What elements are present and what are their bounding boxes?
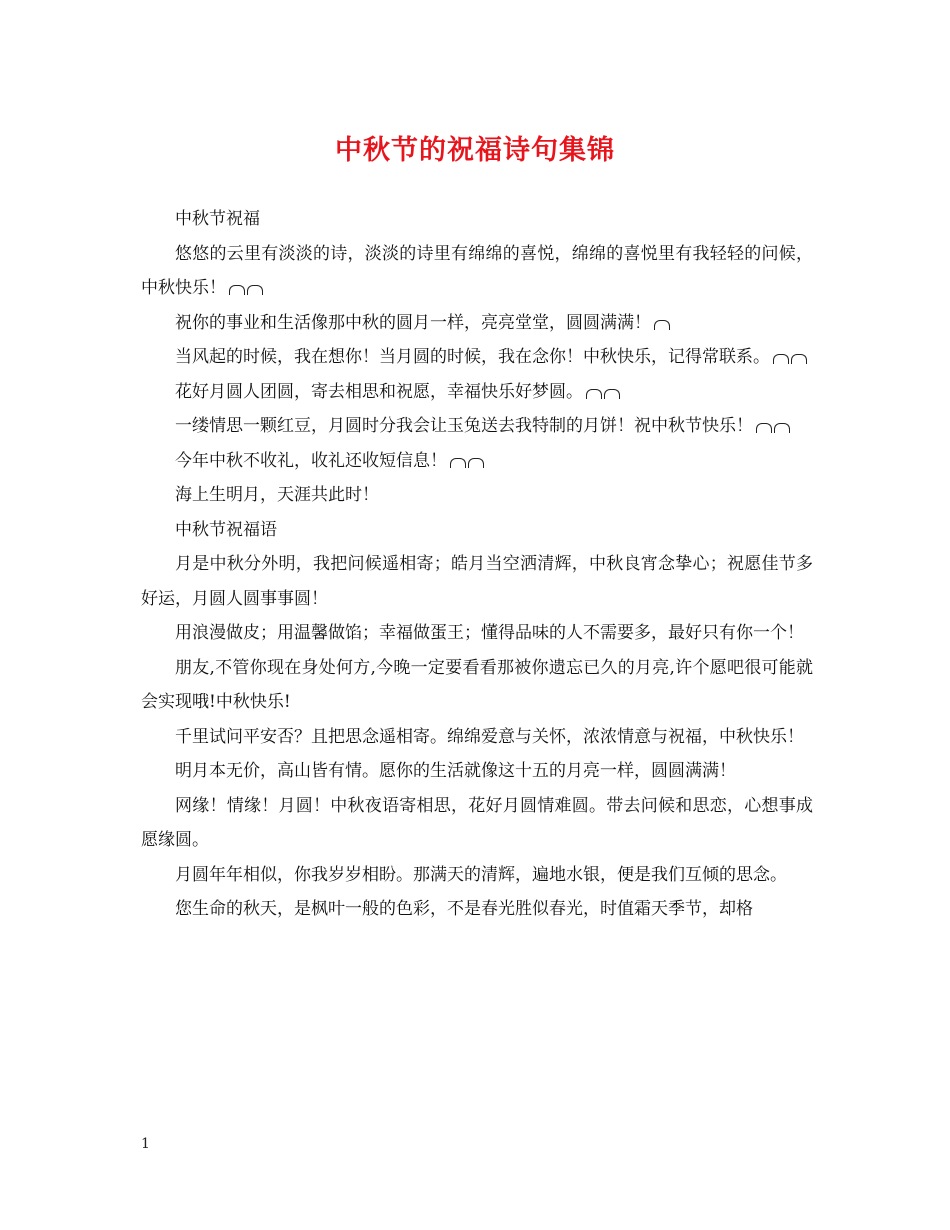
paragraph <box>141 513 813 548</box>
paragraph-text: 祝你的事业和生活像那中秋的圆月一样，亮亮堂堂，圆圆满满！ <box>175 312 651 333</box>
paragraph-text: 当风起的时候，我在想你！当月圆的时候，我在念你！中秋快乐，记得常联系。 <box>175 347 770 367</box>
paragraph <box>141 547 813 616</box>
paragraph <box>141 237 813 306</box>
paragraph <box>141 651 813 720</box>
paragraph-text: 网缘！情缘！月圆！中秋夜语寄相思，花好月圆情难圆。带去问候和思恋，心想事成愿缘圆。 <box>141 795 813 850</box>
arc-mark-icon <box>586 389 602 399</box>
paragraph-text: 今年中秋不收礼，收礼还收短信息！ <box>175 450 447 471</box>
document-body <box>141 202 813 927</box>
paragraph <box>141 444 813 479</box>
page-title: 中秋节的祝福诗句集锦 <box>335 135 615 166</box>
paragraph <box>141 616 813 651</box>
arc-mark-icon <box>229 285 245 295</box>
paragraph-text: 朋友,不管你现在身处何方,今晚一定要看看那被你遗忘已久的月亮,许个愿吧很可能就会实现哦!中秋快乐! <box>141 657 813 712</box>
paragraph-text: 一缕情思一颗红豆，月圆时分我会让玉兔送去我特制的月饼！祝中秋节快乐！ <box>175 416 753 436</box>
paragraph <box>141 754 813 789</box>
paragraph <box>141 720 813 755</box>
paragraph <box>141 789 813 858</box>
arc-mark-icon <box>756 423 772 433</box>
arc-mark-icon <box>604 389 620 399</box>
paragraph <box>141 409 813 444</box>
paragraph-text: 中秋节祝福 <box>175 209 260 229</box>
paragraph-text: 花好月圆人团圆，寄去相思和祝愿，幸福快乐好梦圆。 <box>175 381 583 402</box>
paragraph <box>141 306 813 341</box>
paragraph-text: 中秋节祝福语 <box>175 519 277 540</box>
arc-mark-icon <box>450 458 466 468</box>
paragraph-text: 月是中秋分外明，我把问候遥相寄；皓月当空洒清辉，中秋良宵念挚心；祝愿佳节多好运，月圆人圆事事圆！ <box>141 554 813 609</box>
arc-mark-icon <box>468 458 484 468</box>
paragraph-text: 您生命的秋天，是枫叶一般的色彩，不是春光胜似春光，时值霜天季节，却格 <box>175 899 753 919</box>
page-number: 1 <box>141 1136 150 1152</box>
paragraph <box>141 202 813 237</box>
paragraph-text: 千里试问平安否？且把思念遥相寄。绵绵爱意与关怀，浓浓情意与祝福，中秋快乐！ <box>175 726 804 747</box>
paragraph-text: 海上生明月，天涯共此时！ <box>175 485 379 505</box>
paragraph <box>141 375 813 410</box>
arc-mark-icon <box>247 285 263 295</box>
arc-mark-icon <box>791 354 807 364</box>
paragraph-text: 悠悠的云里有淡淡的诗，淡淡的诗里有绵绵的喜悦，绵绵的喜悦里有我轻轻的问候，中秋快乐！ <box>141 243 813 298</box>
paragraph-text: 明月本无价，高山皆有情。愿你的生活就像这十五的月亮一样，圆圆满满！ <box>175 761 736 781</box>
arc-mark-icon <box>773 354 789 364</box>
paragraph-text: 用浪漫做皮；用温馨做馅；幸福做蛋王；懂得品味的人不需要多，最好只有你一个！ <box>175 623 804 643</box>
arc-mark-icon <box>774 423 790 433</box>
paragraph <box>141 340 813 375</box>
arc-mark-icon <box>654 320 670 330</box>
paragraph <box>141 478 813 513</box>
paragraph <box>141 892 813 927</box>
paragraph-text: 月圆年年相似，你我岁岁相盼。那满天的清辉，遍地水银，便是我们互倾的思念。 <box>175 864 787 885</box>
paragraph <box>141 858 813 893</box>
